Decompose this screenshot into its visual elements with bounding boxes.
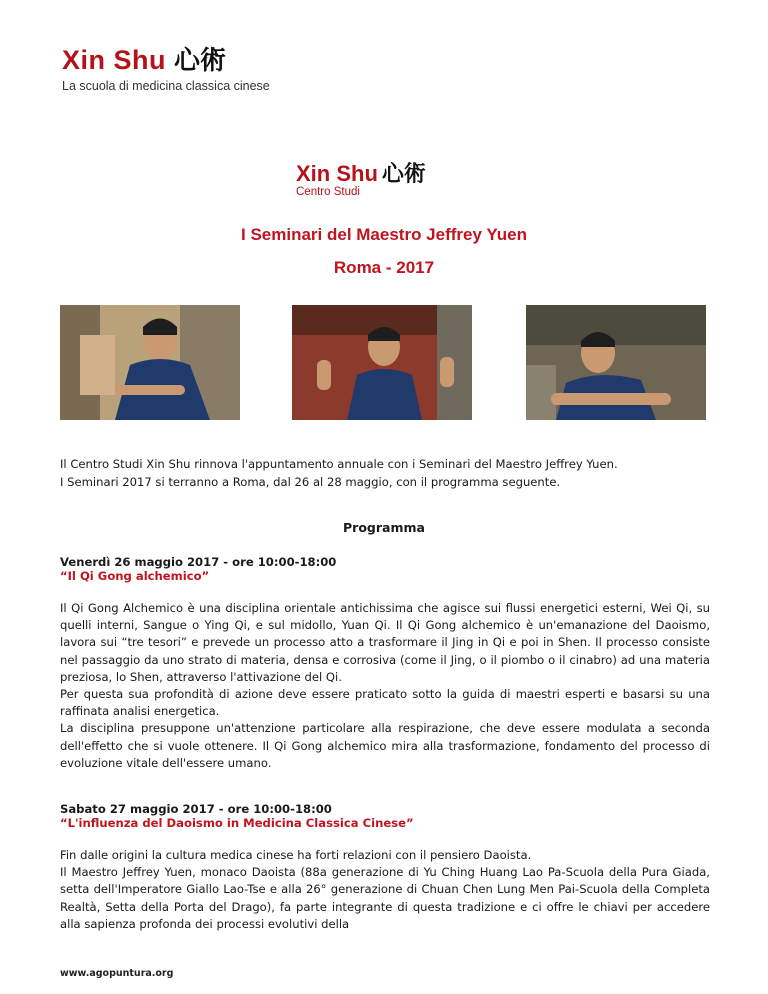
- photo-qigong-2: [292, 305, 472, 420]
- center-brand-name: Xin Shu: [296, 161, 378, 186]
- programma-heading: Programma: [343, 520, 425, 535]
- paragraph: Il Maestro Jeffrey Yuen, monaco Daoista (88a generazione di Yu Ching Huang Lao Pa-Scuola della Pura Giada, setta dell'Imperatore Giallo Lao-Tse e alla 26° generazione di Chuan Chen Lung Men Pai-Scuola della Completa Realtà, Setta della Porta del Drago), fa parte integrante di questa tradizione e ci offre le chiavi per accedere alla sapienza profonda dei processi evolutivi della: [60, 865, 710, 931]
- day-date: Venerdì 26 maggio 2017 - ore 10:00-18:00: [60, 555, 337, 569]
- photo-qigong-1: [60, 305, 240, 420]
- day-title: “L'influenza del Daoismo in Medicina Classica Cinese”: [60, 816, 414, 830]
- day-date: Sabato 27 maggio 2017 - ore 10:00-18:00: [60, 802, 332, 816]
- paragraph: Il Qi Gong Alchemico è una disciplina orientale antichissima che agisce sui flussi energetici esterni, Wei Qi, su quelli interni, Sangue o Ying Qi, e sul midollo, Yuan Qi. Il Qi Gong alchemico è un'emanazione del Daoismo, lavora sui “tre tesori” e prevede un processo atto a trasformare il Jing in Qi e poi in Shen. Il processo consiste nel passaggio da uno strato di materia, densa e corrosiva (come il Jing, o il piombo o il cinabro) ad una materia preziosa, lo Shen, attraverso l'attivazione del Qi.: [60, 601, 710, 684]
- center-brand-sub: Centro Studi: [296, 186, 360, 198]
- brand-name: Xin Shu: [62, 45, 166, 75]
- center-logo: [296, 157, 426, 198]
- footer-url[interactable]: www.agopuntura.org: [60, 968, 174, 979]
- paragraph: Per questa sua profondità di azione deve essere praticato sotto la guida di maestri esperti e basarsi su una raffinata analisi energetica.: [60, 687, 710, 719]
- day-section: [60, 555, 710, 772]
- paragraph: La disciplina presuppone un'attenzione particolare alla respirazione, che deve essere modulata a seconda dell'effetto che si vuole ottenere. Il Qi Gong alchemico mira alla trasformazione, fondamento del processo di evoluzione vitale dell'essere umano.: [60, 721, 710, 770]
- page-title: I Seminari del Maestro Jeffrey Yuen: [241, 225, 527, 244]
- paragraph: Fin dalle origini la cultura medica cinese ha forti relazioni con il pensiero Daoista.: [60, 848, 532, 862]
- brand-hanzi: 心術: [174, 46, 227, 76]
- photo-qigong-3: [526, 305, 706, 420]
- day-title: “Il Qi Gong alchemico”: [60, 569, 210, 583]
- day-section: [60, 802, 710, 933]
- intro-line: Il Centro Studi Xin Shu rinnova l'appuntamento annuale con i Seminari del Maestro Jeffrey Yuen.: [60, 457, 618, 471]
- page-subtitle: Roma - 2017: [333, 258, 435, 277]
- brand-tagline: La scuola di medicina classica cinese: [62, 79, 270, 93]
- header-logo: [62, 40, 270, 93]
- center-brand-hanzi: 心術: [381, 161, 426, 187]
- intro-line: I Seminari 2017 si terranno a Roma, dal 26 al 28 maggio, con il programma seguente.: [60, 475, 561, 489]
- intro-text: [60, 455, 710, 491]
